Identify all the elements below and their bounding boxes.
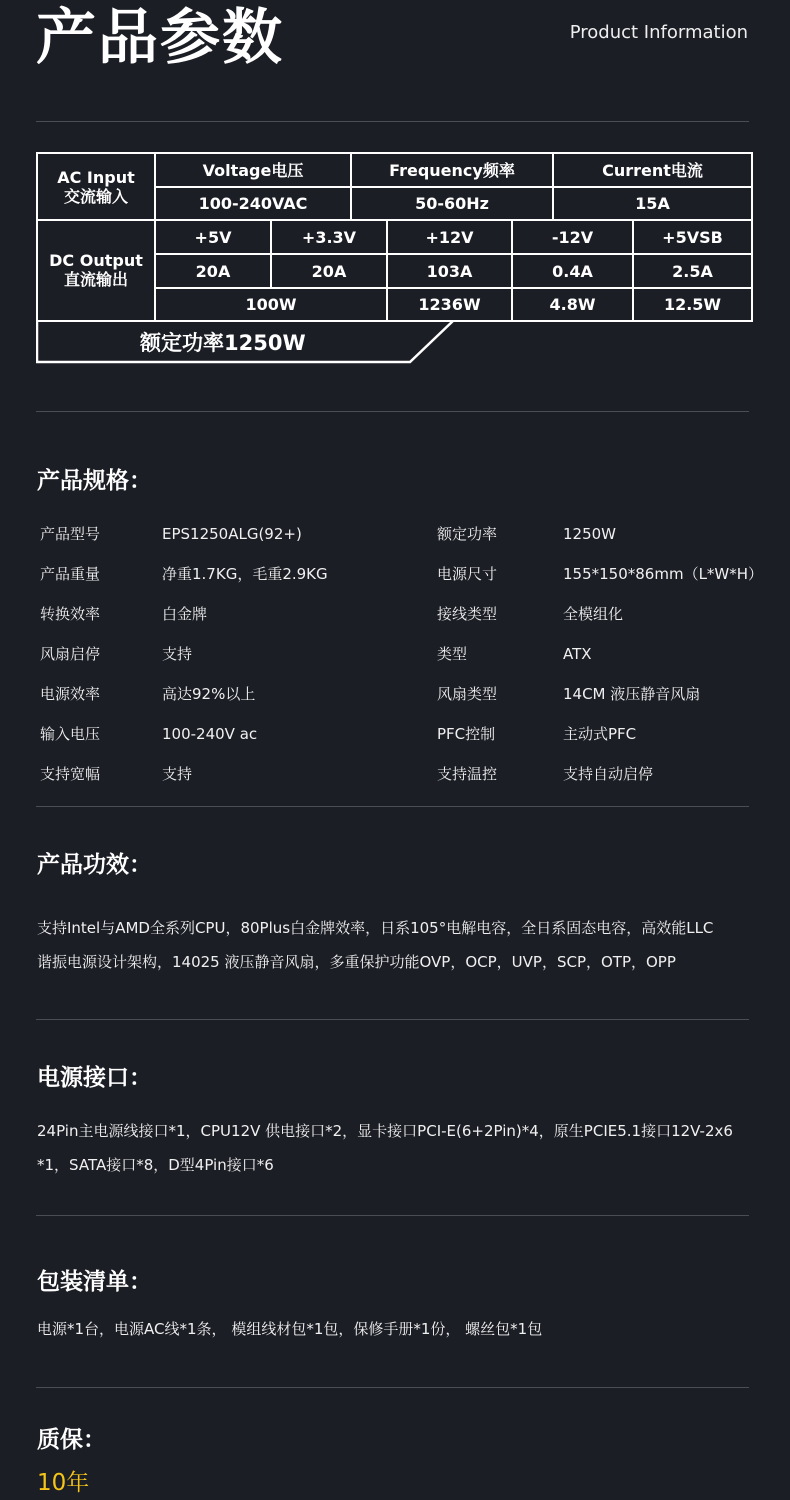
spec-label: 类型 bbox=[437, 645, 468, 663]
spec-label: 产品型号 bbox=[40, 525, 101, 543]
ac-header-voltage: Voltage电压 bbox=[202, 160, 304, 180]
dc-power: 100W bbox=[245, 295, 297, 314]
rated-power: 额定功率1250W bbox=[140, 331, 306, 355]
spec-label: 风扇类型 bbox=[437, 685, 498, 703]
spec-table-grid bbox=[36, 152, 753, 322]
divider bbox=[36, 1387, 749, 1388]
dc-current: 0.4A bbox=[552, 261, 593, 281]
dc-current: 2.5A bbox=[672, 261, 713, 281]
warranty-title: 质保： bbox=[37, 1427, 106, 1453]
warranty-value: 10年 bbox=[37, 1470, 90, 1496]
features-line: 支持Intel与AMD全系列CPU，80Plus白金牌效率，日系105°电解电容，全日系固态电容，高效能LLC bbox=[37, 919, 714, 937]
spec-label: 支持宽幅 bbox=[40, 765, 101, 783]
spec-value: 支持自动启停 bbox=[563, 765, 654, 783]
divider bbox=[36, 1215, 749, 1216]
ac-value-current: 15A bbox=[635, 194, 670, 213]
divider bbox=[36, 411, 749, 412]
divider bbox=[36, 806, 749, 807]
spec-label: 额定功率 bbox=[437, 525, 498, 543]
divider bbox=[36, 121, 749, 122]
spec-value: 全模组化 bbox=[563, 605, 624, 623]
ac-value-frequency: 50-60Hz bbox=[415, 194, 489, 213]
package-title: 包装清单： bbox=[37, 1269, 152, 1295]
spec-label: 转换效率 bbox=[40, 605, 101, 623]
features-title: 产品功效： bbox=[37, 852, 152, 878]
dc-rail: +12V bbox=[425, 227, 474, 247]
ac-value-voltage: 100-240VAC bbox=[198, 194, 308, 213]
spec-label: 支持温控 bbox=[437, 765, 498, 783]
spec-label: PFC控制 bbox=[437, 725, 496, 743]
package-contents: 电源*1台，电源AC线*1条， 模组线材包*1包，保修手册*1份， 螺丝包*1包 bbox=[37, 1320, 543, 1338]
spec-value: ATX bbox=[563, 645, 592, 663]
spec-value: 支持 bbox=[162, 645, 193, 663]
ac-header-current: Current电流 bbox=[602, 160, 703, 180]
spec-label: 输入电压 bbox=[40, 725, 101, 743]
spec-value: 155*150*86mm（L*W*H） bbox=[563, 565, 764, 583]
features-line: 谐振电源设计架构，14025 液压静音风扇，多重保护功能OVP，OCP，UVP，SCP，OTP，OPP bbox=[37, 953, 676, 971]
dc-current: 20A bbox=[195, 261, 231, 281]
divider bbox=[36, 1019, 749, 1020]
spec-value: 高达92%以上 bbox=[162, 685, 256, 703]
ac-header-frequency: Frequency频率 bbox=[389, 160, 515, 180]
dc-output-label: DC Output 直流输出 bbox=[49, 250, 143, 289]
connectors-title: 电源接口： bbox=[37, 1065, 152, 1091]
spec-value: 主动式PFC bbox=[563, 725, 637, 743]
spec-value: 白金牌 bbox=[162, 605, 208, 623]
connectors-line: 24Pin主电源线接口*1，CPU12V 供电接口*2，显卡接口PCI-E(6+2Pin)*4，原生PCIE5.1接口12V-2x6 bbox=[37, 1122, 733, 1140]
power-spec-table bbox=[36, 152, 753, 364]
spec-label: 接线类型 bbox=[437, 605, 498, 623]
page-subtitle: Product Information bbox=[569, 22, 748, 43]
spec-value: EPS1250ALG(92+) bbox=[162, 525, 302, 543]
spec-value: 1250W bbox=[563, 525, 617, 543]
spec-value: 支持 bbox=[162, 765, 193, 783]
spec-label: 电源效率 bbox=[40, 685, 101, 703]
page-title: 产品参数 bbox=[36, 3, 284, 73]
spec-value: 净重1.7KG，毛重2.9KG bbox=[162, 565, 328, 583]
dc-power: 4.8W bbox=[549, 295, 596, 314]
dc-current: 20A bbox=[311, 261, 347, 281]
dc-rail: +5V bbox=[194, 227, 232, 247]
spec-value: 100-240V ac bbox=[162, 725, 258, 743]
dc-rail: +5VSB bbox=[662, 227, 723, 247]
dc-power: 12.5W bbox=[663, 295, 722, 314]
spec-label: 电源尺寸 bbox=[437, 565, 498, 583]
dc-rail: -12V bbox=[551, 227, 594, 247]
spec-label: 风扇启停 bbox=[40, 645, 101, 663]
ac-input-label: AC Input 交流输入 bbox=[57, 167, 135, 206]
dc-rail: +3.3V bbox=[301, 227, 357, 247]
connectors-line: *1，SATA接口*8，D型4Pin接口*6 bbox=[37, 1156, 274, 1174]
dc-power: 1236W bbox=[418, 295, 481, 314]
spec-value: 14CM 液压静音风扇 bbox=[563, 685, 701, 703]
dc-current: 103A bbox=[426, 261, 473, 281]
specs-title: 产品规格： bbox=[37, 468, 152, 494]
spec-label: 产品重量 bbox=[40, 565, 101, 583]
